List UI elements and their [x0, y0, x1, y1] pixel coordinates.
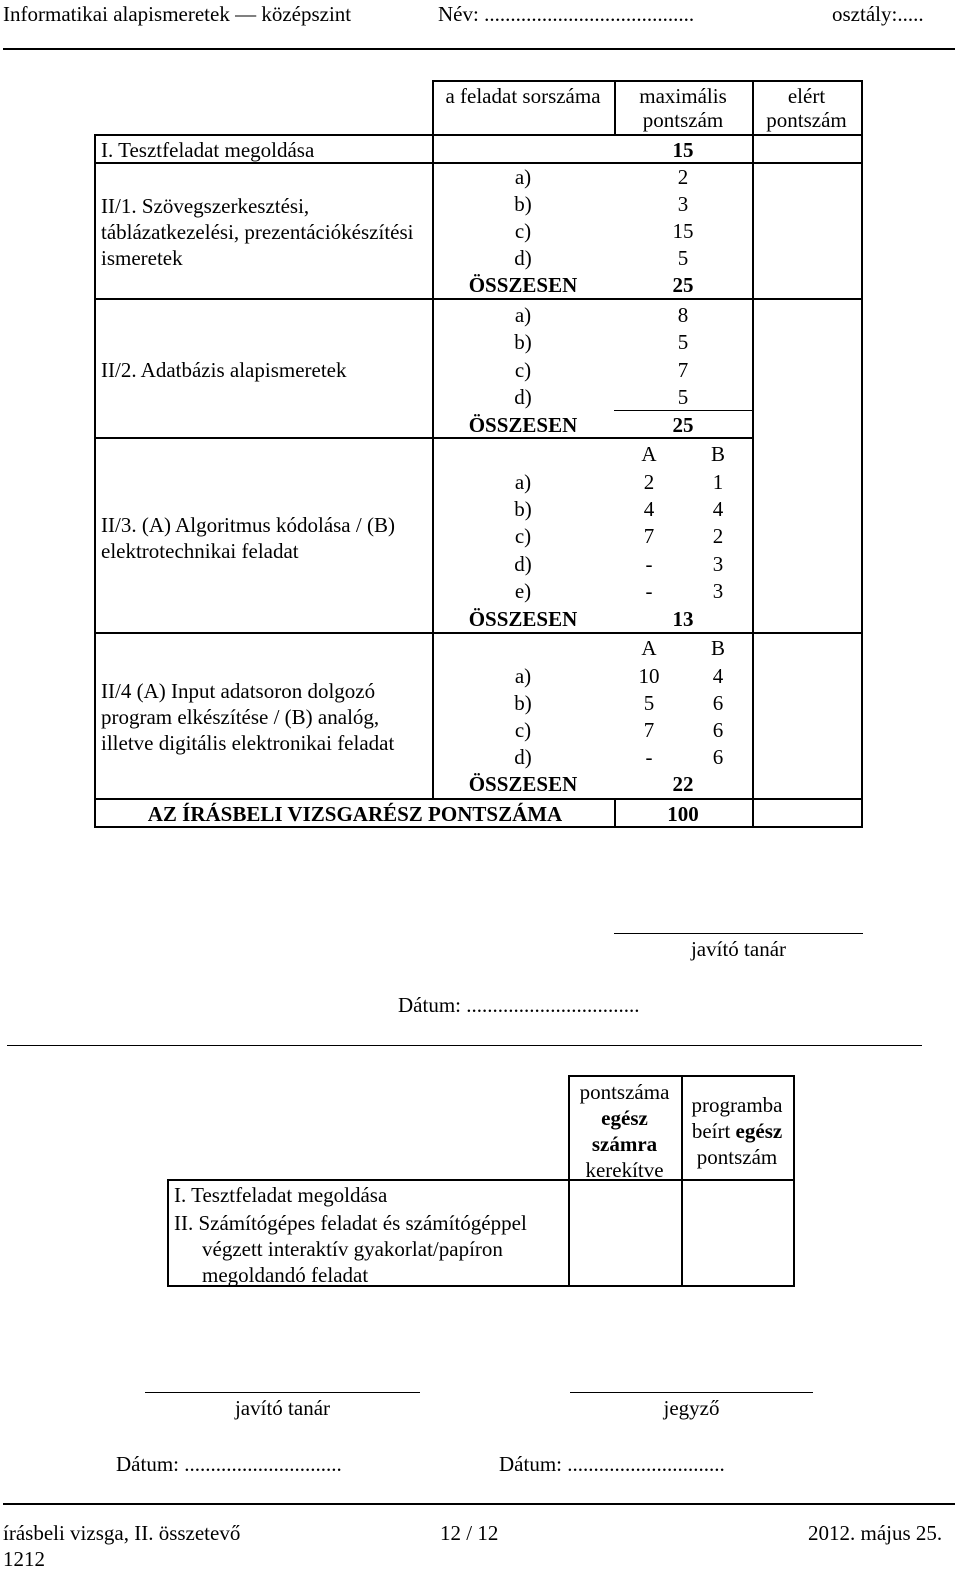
section4-b-c: 6 — [712, 718, 724, 742]
section3-a-c: 7 — [643, 524, 655, 548]
section2-label: II/2. Adatbázis alapismeretek — [101, 358, 347, 382]
bottom-col2-header: programba beírt egész pontszám — [691, 1093, 783, 1169]
section4-b-d: 6 — [712, 745, 724, 769]
section1-label: II/1. Szövegszerkesztési, táblázatkezelési, prezentációkészítési ismeretek — [101, 194, 414, 270]
signature2-left-role: javító tanár — [234, 1396, 331, 1420]
signature2-left-date: Dátum: .............................. — [116, 1452, 342, 1476]
section1-task-b: b) — [514, 192, 532, 216]
bottom-col1-header: pontszáma egész számra kerekítve — [579, 1080, 670, 1182]
section1-total: 25 — [672, 273, 694, 297]
section3-task-a: a) — [514, 470, 532, 494]
header-rule — [3, 48, 955, 50]
section1-task-a: a) — [514, 165, 532, 189]
part1-max: 15 — [672, 138, 694, 162]
section4-task-c: c) — [514, 718, 532, 742]
grand-total: 100 — [667, 802, 699, 826]
section3-b-c: 2 — [712, 524, 724, 548]
section1-max-d: 5 — [677, 246, 689, 270]
bottom-row1-label: I. Tesztfeladat megoldása — [174, 1183, 388, 1207]
section4-col-b: B — [710, 636, 725, 660]
section3-task-b: b) — [514, 497, 532, 521]
section3-b-a: 1 — [712, 470, 724, 494]
section1-max-a: 2 — [677, 165, 689, 189]
section2-max-a: 8 — [677, 303, 689, 327]
section3-col-b: B — [710, 442, 725, 466]
col-header-max-points: maximális pontszám — [639, 84, 727, 132]
signature1-date: Dátum: ................................. — [398, 993, 640, 1017]
section2-total: 25 — [672, 413, 694, 437]
section4-a-d: - — [645, 745, 653, 769]
section3-b-d: 3 — [712, 552, 724, 576]
section3-b-e: 3 — [712, 579, 724, 603]
signature2-right-date: Dátum: .............................. — [499, 1452, 725, 1476]
header-name-field: Név: ........................................ — [438, 2, 695, 26]
signature1-line — [614, 933, 863, 934]
section3-b-b: 4 — [712, 497, 724, 521]
section3-a-d: - — [645, 552, 653, 576]
section1-max-b: 3 — [677, 192, 689, 216]
section2-max-c: 7 — [677, 358, 689, 382]
footer-rule — [3, 1503, 955, 1505]
section4-a-a: 10 — [638, 664, 660, 688]
section1-task-c: c) — [514, 219, 532, 243]
section3-task-c: c) — [514, 524, 532, 548]
footer-left: írásbeli vizsga, II. összetevő — [3, 1521, 241, 1545]
section3-label: II/3. (A) Algoritmus kódolása / (B) elektrotechnikai feladat — [101, 513, 395, 563]
section2-task-a: a) — [514, 303, 532, 327]
section2-max-b: 5 — [677, 330, 689, 354]
section4-b-b: 6 — [712, 691, 724, 715]
part1-label: I. Tesztfeladat megoldása — [101, 138, 315, 162]
section4-b-a: 4 — [712, 664, 724, 688]
section3-a-a: 2 — [643, 470, 655, 494]
grand-total-label: AZ ÍRÁSBELI VIZSGARÉSZ PONTSZÁMA — [147, 802, 563, 826]
section1-max-c: 15 — [672, 219, 694, 243]
section3-task-d: d) — [514, 552, 532, 576]
section4-total: 22 — [672, 772, 694, 796]
section4-total-label: ÖSSZESEN — [468, 772, 578, 796]
header-class-field: osztály:..... — [832, 2, 924, 26]
footer-page: 12 / 12 — [440, 1521, 499, 1545]
col-header-task-no: a feladat sorszáma — [445, 84, 601, 108]
section2-max-d: 5 — [677, 385, 689, 409]
section4-task-d: d) — [514, 745, 532, 769]
signature2-left-line — [145, 1392, 420, 1393]
section3-total-label: ÖSSZESEN — [468, 607, 578, 631]
section4-task-b: b) — [514, 691, 532, 715]
signature2-right-line — [570, 1392, 813, 1393]
footer-code: 1212 — [3, 1547, 45, 1571]
header-subject: Informatikai alapismeretek — középszint — [3, 2, 352, 26]
section2-total-label: ÖSSZESEN — [468, 413, 578, 437]
section4-task-a: a) — [514, 664, 532, 688]
section1-total-label: ÖSSZESEN — [468, 273, 578, 297]
section4-col-a: A — [641, 636, 657, 660]
section1-task-d: d) — [514, 246, 532, 270]
col-header-achieved: elért pontszám — [766, 84, 847, 132]
section3-a-e: - — [645, 579, 653, 603]
section3-col-a: A — [641, 442, 657, 466]
section2-task-d: d) — [514, 385, 532, 409]
section3-total: 13 — [672, 607, 694, 631]
section3-task-e: e) — [514, 579, 532, 603]
section-divider — [7, 1045, 922, 1046]
section3-a-b: 4 — [643, 497, 655, 521]
signature1-role: javító tanár — [690, 937, 787, 961]
section4-a-b: 5 — [643, 691, 655, 715]
section2-task-b: b) — [514, 330, 532, 354]
section2-task-c: c) — [514, 358, 532, 382]
bottom-row2-label: II. Számítógépes feladat és számítógéppel végzett interaktív gyakorlat/papíron megoldandó feladat — [174, 1211, 527, 1287]
signature2-right-role: jegyző — [663, 1396, 720, 1420]
section4-a-c: 7 — [643, 718, 655, 742]
footer-date: 2012. május 25. — [808, 1521, 943, 1545]
section4-label: II/4 (A) Input adatsoron dolgozó program elkészítése / (B) analóg, illetve digitális elektronikai feladat — [101, 679, 395, 755]
